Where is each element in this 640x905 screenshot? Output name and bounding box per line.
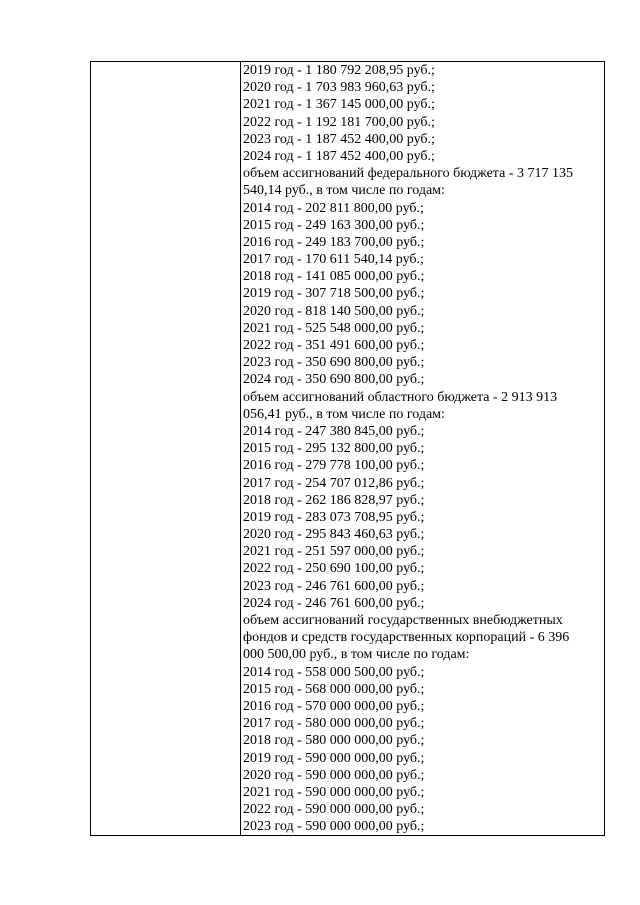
text-line: 2018 год - 262 186 828,97 руб.; [243,492,425,508]
text-line: 2024 год - 1 187 452 400,00 руб.; [243,148,435,164]
text-line: 2019 год - 1 180 792 208,95 руб.; [243,63,435,78]
text-line: 2015 год - 295 132 800,00 руб.; [243,441,425,457]
text-line: 2014 год - 202 811 800,00 руб.; [243,200,424,216]
text-line: 2022 год - 590 000 000,00 руб.; [243,802,425,818]
table-right-cell [241,62,604,835]
text-line: 2023 год - 246 761 600,00 руб.; [243,578,425,594]
text-line: 2017 год - 580 000 000,00 руб.; [243,716,425,732]
text-line: 2020 год - 1 703 983 960,63 руб.; [243,80,435,96]
text-line: 2021 год - 251 597 000,00 руб.; [243,544,425,560]
text-line: 2024 год - 246 761 600,00 руб.; [243,595,425,611]
text-line: 2021 год - 590 000 000,00 руб.; [243,784,425,800]
text-line: 2020 год - 295 843 460,63 руб.; [243,527,425,543]
text-line: 2019 год - 590 000 000,00 руб.; [243,750,425,766]
text-line: 2015 год - 568 000 000,00 руб.; [243,681,425,697]
text-line: объем ассигнований федерального бюджета - 3 717 135 [243,166,573,182]
text-line: объем ассигнований государственных внебюджетных [243,613,563,628]
text-line: 2023 год - 350 690 800,00 руб.; [243,355,425,371]
funding-table [90,61,605,836]
text-line: 540,14 руб., в том числе по годам: [243,183,445,199]
text-line: 2016 год - 279 778 100,00 руб.; [243,458,425,474]
text-line: 2021 год - 525 548 000,00 руб.; [243,320,425,336]
text-line: 2017 год - 170 611 540,14 руб.; [243,252,424,268]
text-line: 2023 год - 1 187 452 400,00 руб.; [243,131,435,147]
text-line: 2019 год - 307 718 500,00 руб.; [243,286,425,302]
text-line: 2015 год - 249 163 300,00 руб.; [243,217,425,233]
text-line: 2018 год - 141 085 000,00 руб.; [243,269,425,285]
text-line: 2022 год - 351 491 600,00 руб.; [243,338,425,353]
text-line: 2023 год - 590 000 000,00 руб.; [243,819,425,835]
text-line: 2016 год - 249 183 700,00 руб.; [243,234,425,250]
text-line: 2022 год - 250 690 100,00 руб.; [243,561,425,577]
text-line: 2018 год - 580 000 000,00 руб.; [243,733,425,749]
text-line: 2021 год - 1 367 145 000,00 руб.; [243,97,435,113]
text-line: 2017 год - 254 707 012,86 руб.; [243,475,425,491]
text-line: объем ассигнований областного бюджета - 2 913 913 [243,389,558,405]
text-line: 2020 год - 590 000 000,00 руб.; [243,767,425,783]
text-line: 2014 год - 558 000 500,00 руб.; [243,664,425,680]
table-left-cell [91,62,241,835]
text-line: 000 500,00 руб., в том числе по годам: [243,647,470,663]
text-line: 2016 год - 570 000 000,00 руб.; [243,698,425,714]
text-line: 2014 год - 247 380 845,00 руб.; [243,423,425,439]
text-line: 2020 год - 818 140 500,00 руб.; [243,303,425,319]
text-line: фондов и средств государственных корпораций - 6 396 [243,630,570,646]
text-line: 2024 год - 350 690 800,00 руб.; [243,372,425,388]
text-line: 056,41 руб., в том числе по годам: [243,406,445,422]
text-line: 2019 год - 283 073 708,95 руб.; [243,509,425,525]
text-line: 2022 год - 1 192 181 700,00 руб.; [243,114,435,130]
